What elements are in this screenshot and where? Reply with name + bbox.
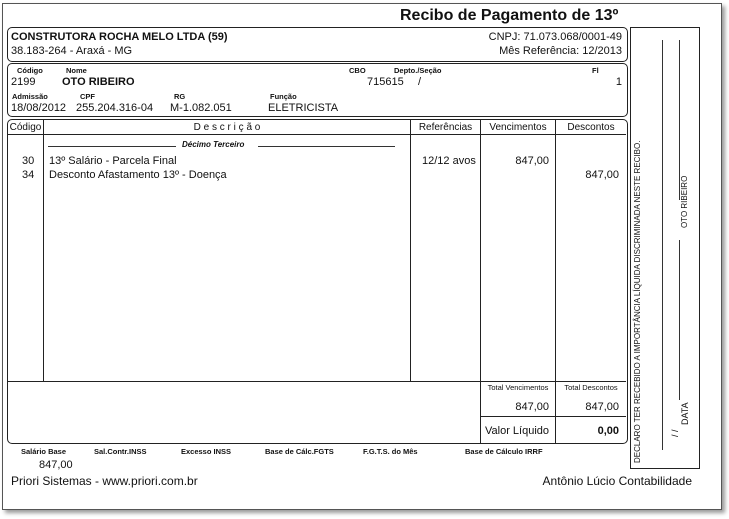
label-nome: Nome — [66, 66, 87, 75]
header-referencias: Referências — [418, 122, 473, 133]
section-title: Décimo Terceiro — [182, 140, 245, 149]
footer-left: Priori Sistemas - www.priori.com.br — [11, 474, 198, 488]
col-divider-referencias — [480, 120, 481, 443]
row-0-vencimento: 847,00 — [515, 155, 549, 167]
fgts-mes-label: F.G.T.S. do Mês — [363, 447, 418, 456]
sal-contr-inss-label: Sal.Contr.INSS — [94, 447, 147, 456]
salario-base-label: Salário Base — [21, 447, 67, 456]
label-codigo: Código — [17, 66, 43, 75]
col-divider-codigo — [43, 120, 44, 382]
totals-mid-divider — [481, 416, 626, 417]
declaration-text: DECLARO TER RECEBIDO A IMPORTÂNCIA LÍQUIDA DISCRIMINADA NESTE RECIBO. — [633, 140, 642, 463]
row-1-desconto: 847,00 — [585, 169, 619, 181]
mes-referencia: Mês Referência: 12/2013 — [499, 45, 622, 57]
company-name: CONSTRUTORA ROCHA MELO LTDA (59) — [11, 31, 228, 43]
receipt-title: Recibo de Pagamento de 13º — [400, 7, 619, 24]
valor-liquido-value: 0,00 — [597, 425, 619, 437]
total-descontos-value: 847,00 — [585, 401, 619, 413]
total-vencimentos-label: Total Vencimentos — [487, 383, 549, 392]
name-line — [679, 40, 680, 200]
employee-name-vertical: OTO RIBEIRO — [680, 175, 689, 228]
employee-cbo: 715615 — [367, 76, 404, 88]
label-fl: Fl — [592, 66, 599, 75]
valor-liquido-label: Valor Líquido — [485, 425, 550, 437]
row-0-codigo: 30 — [22, 155, 35, 167]
employee-nome: OTO RIBEIRO — [62, 76, 135, 88]
header-codigo: Código — [9, 122, 42, 133]
header-descricao: D e s c r i ç ã o — [193, 122, 261, 133]
items-table — [7, 119, 628, 444]
total-descontos-label: Total Descontos — [564, 383, 618, 392]
row-0-referencia: 12/12 avos — [422, 155, 476, 167]
label-rg: RG — [174, 92, 186, 101]
date-label: DATA — [680, 402, 690, 425]
label-cpf: CPF — [80, 92, 95, 101]
footer-right: Antônio Lúcio Contabilidade — [542, 474, 692, 488]
header-descontos: Descontos — [567, 122, 615, 133]
row-1-descricao: Desconto Afastamento 13º - Doença — [49, 169, 227, 181]
company-address: 38.183-264 - Araxá - MG — [11, 45, 133, 57]
employee-funcao: ELETRICISTA — [268, 102, 339, 114]
row-0-descricao: 13º Salário - Parcela Final — [49, 155, 177, 167]
row-1-codigo: 34 — [22, 169, 35, 181]
excesso-inss-label: Excesso INSS — [181, 447, 232, 456]
employee-rg: M-1.082.051 — [170, 102, 232, 114]
base-fgts-label: Base de Cálc.FGTS — [265, 447, 334, 456]
date-slashes: / / — [670, 429, 680, 437]
header-divider — [8, 134, 626, 135]
total-vencimentos-value: 847,00 — [515, 401, 549, 413]
label-funcao: Função — [270, 92, 297, 101]
header-vencimentos: Vencimentos — [489, 122, 547, 133]
salario-base-value: 847,00 — [39, 459, 73, 471]
col-divider-descricao — [410, 120, 411, 382]
employee-depto: / — [418, 76, 422, 88]
name-line-lower — [679, 240, 680, 400]
section-rule-left — [48, 146, 176, 147]
company-cnpj: CNPJ: 71.073.068/0001-49 — [488, 31, 622, 43]
label-admissao: Admissão — [12, 92, 48, 101]
employee-admissao: 18/08/2012 — [11, 102, 67, 114]
employee-codigo: 2199 — [11, 76, 36, 88]
employee-fl: 1 — [615, 76, 622, 88]
base-irrf-label: Base de Cálculo IRRF — [465, 447, 543, 456]
employee-cpf: 255.204.316-04 — [76, 102, 154, 114]
signature-line — [662, 40, 663, 450]
totals-top-divider — [8, 381, 626, 382]
label-cbo: CBO — [349, 66, 366, 75]
section-rule-right — [258, 146, 395, 147]
label-depto: Depto./Seção — [394, 66, 442, 75]
